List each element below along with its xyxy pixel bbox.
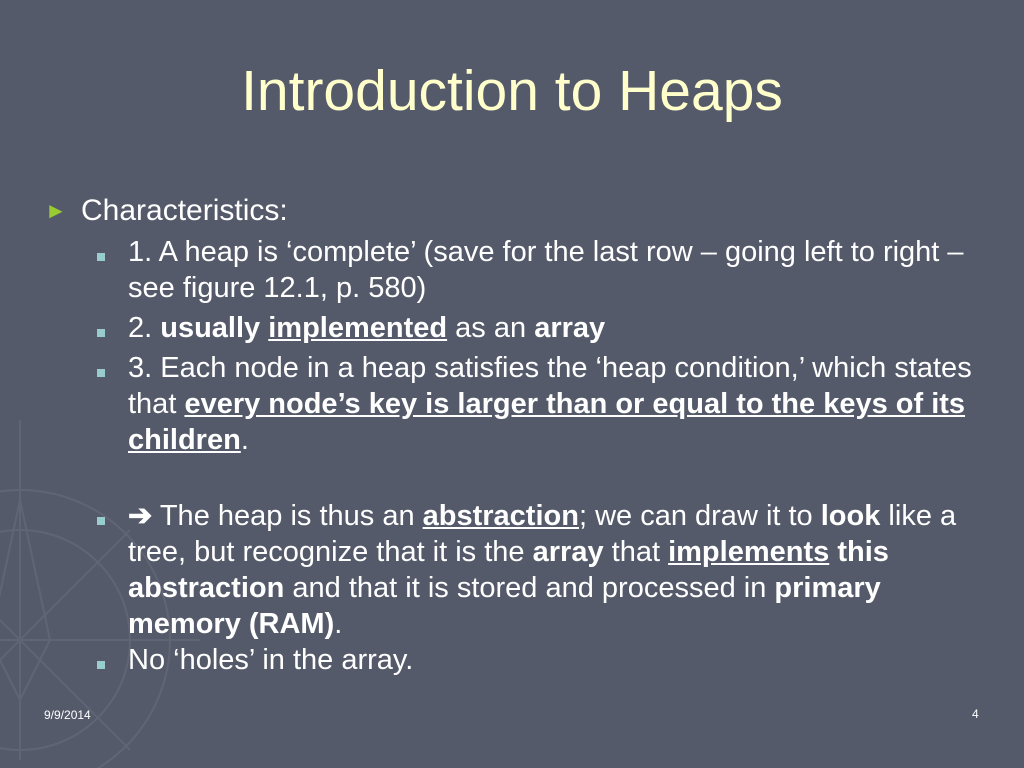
square-bullet-icon [97, 498, 128, 534]
sub-bullet-1-text: 1. A heap is ‘complete’ (save for the last row – going left to right – see figure 12.1, p. 580) [128, 236, 964, 304]
text-run: and that it is stored and processed in [284, 572, 775, 604]
bullet-characteristics-label: Characteristics: [81, 194, 288, 227]
sub-bullet-4-text [128, 498, 985, 642]
bold-underline-implemented: implemented [268, 312, 448, 344]
text-run: The heap is thus an [152, 500, 423, 532]
bold-look: look [820, 500, 881, 532]
text-run: as an [447, 312, 535, 344]
bold-array: array [534, 312, 606, 344]
text-run: . [240, 424, 249, 456]
bold-array: array [532, 536, 604, 568]
square-bullet-icon [97, 642, 128, 678]
bold-underline-abstraction: abstraction [422, 500, 579, 532]
slide-page-number: 4 [972, 707, 979, 721]
sub-bullet-3-text [128, 350, 985, 458]
sub-bullet-4 [97, 498, 985, 642]
square-bullet-icon [97, 234, 128, 270]
sub-bullet-5 [97, 642, 985, 678]
text-run: that [603, 536, 669, 568]
sub-bullet-3 [97, 350, 985, 458]
text-run: like a tree, but recognize that it is the [128, 500, 957, 568]
slide-title: Introduction to Heaps [241, 59, 783, 123]
triangle-right-icon: ► [45, 198, 67, 223]
bold-usually: usually [160, 312, 261, 344]
slide-date: 9/9/2014 [44, 708, 91, 722]
bold-underline-heap-condition: every node’s key is larger than or equal to the keys of its children [128, 388, 966, 456]
sub-bullet-2 [97, 310, 985, 346]
bullet-list [45, 192, 985, 678]
text-run: 3. Each node in a heap satisfies the ‘heap condition,’ which states that [128, 352, 972, 420]
sub-bullet-2-text [128, 310, 985, 346]
text-run: . [334, 608, 343, 640]
bullet-characteristics [45, 192, 985, 230]
text-run: ; we can draw it to [578, 500, 821, 532]
bold-primary-memory: primary memory (RAM) [128, 572, 881, 640]
square-bullet-icon [97, 350, 128, 386]
bold-this-abstraction: this abstraction [128, 536, 889, 604]
sub-bullet-1 [97, 234, 985, 306]
bold-underline-implements: implements [668, 536, 830, 568]
square-bullet-icon [97, 310, 128, 346]
text-run: 2. [128, 312, 161, 344]
right-arrow-icon: ➔ [128, 500, 153, 532]
sub-bullet-5-text: No ‘holes’ in the array. [128, 644, 414, 676]
